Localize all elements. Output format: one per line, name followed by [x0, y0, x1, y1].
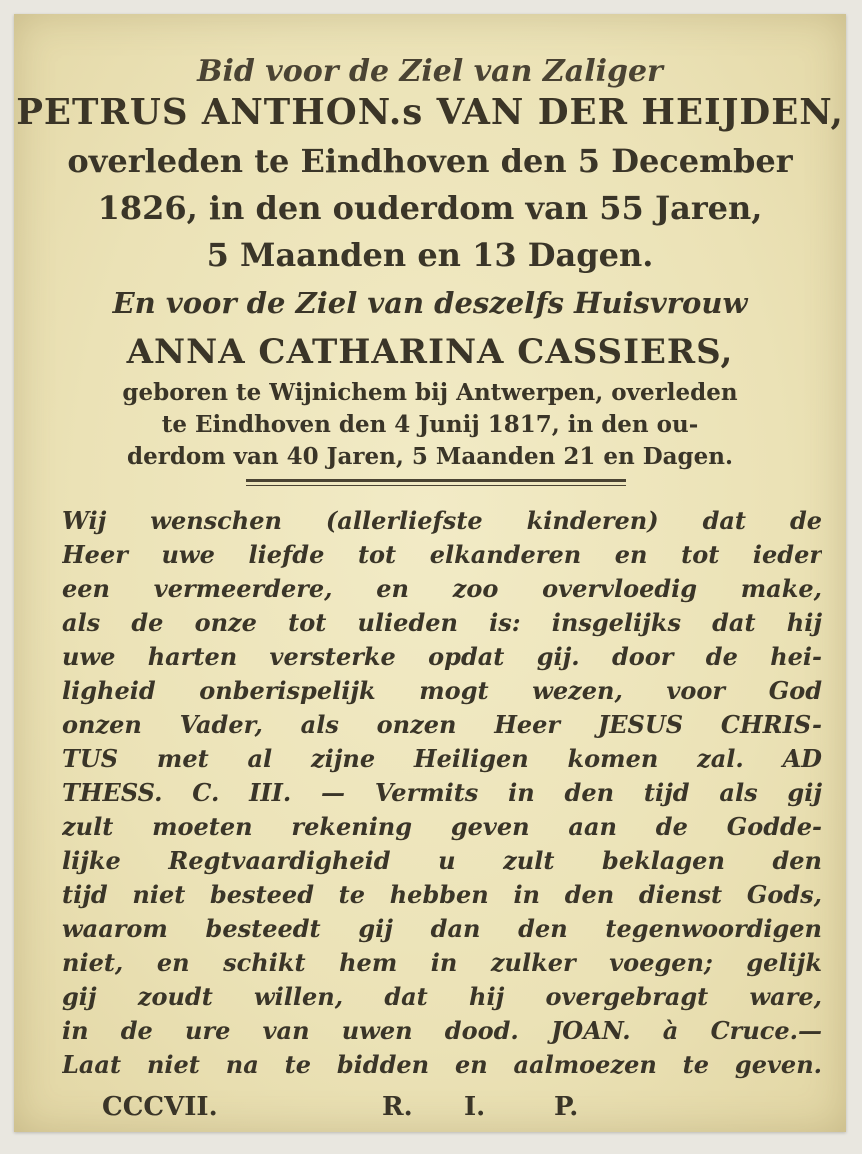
body-line: niet, en schikt hem in zulker voegen; gelijk [62, 948, 822, 977]
body-line: Heer uwe liefde tot elkanderen en tot ieder [62, 540, 822, 569]
deceased-name-1: PETRUS ANTHON.s VAN DER HEIJDEN, [16, 92, 844, 133]
footer-p: P. [554, 1092, 579, 1122]
footer-i: I. [464, 1092, 486, 1122]
body-line: Wij wenschen (allerliefste kinderen) dat de [62, 506, 822, 535]
body-line: tijd niet besteed te hebben in den dienst Gods, [62, 880, 822, 909]
body-line: THESS. C. III. — Vermits in den tijd als gij [62, 778, 822, 807]
body-line: onzen Vader, als onzen Heer JESUS CHRIS- [62, 710, 822, 739]
body-line: zult moeten rekening geven aan de Godde- [62, 812, 822, 841]
prayer-heading: Bid voor de Ziel van Zaliger [197, 54, 663, 89]
card-number: CCCVII. [102, 1092, 218, 1122]
body-line: uwe harten versterke opdat gij. door de hei- [62, 642, 822, 671]
body-line: Laat niet na te bidden en aalmoezen te geven. [62, 1050, 822, 1079]
divider-rule-thin [246, 485, 626, 486]
prayer-heading-2: En voor de Ziel van deszelfs Huisvrouw [112, 286, 748, 320]
body-line: lijke Regtvaardigheid u zult beklagen den [62, 846, 822, 875]
death-info-2: te Eindhoven den 4 Junij 1817, in den ou- [161, 411, 699, 438]
age-info-1: 1826, in den ouderdom van 55 Jaren, [97, 189, 763, 227]
deceased-name-2: ANNA CATHARINA CASSIERS, [126, 332, 734, 372]
body-line: gij zoudt willen, dat hij overgebragt ware, [62, 982, 822, 1011]
birth-info-2: geboren te Wijnichem bij Antwerpen, overleden [122, 379, 738, 406]
body-line: als de onze tot ulieden is: insgelijks dat hij [62, 608, 822, 637]
body-line: in de ure van uwen dood. JOAN. à Cruce.— [62, 1016, 822, 1045]
body-line: ligheid onberispelijk mogt wezen, voor God [62, 676, 822, 705]
death-info-1: overleden te Eindhoven den 5 December [67, 142, 793, 180]
age-info-2: derdom van 40 Jaren, 5 Maanden 21 en Dagen. [127, 443, 733, 470]
body-line: TUS met al zijne Heiligen komen zal. AD [62, 744, 822, 773]
age-info-1-cont: 5 Maanden en 13 Dagen. [206, 236, 654, 274]
body-line: waarom besteedt gij dan den tegenwoordigen [62, 914, 822, 943]
body-line: een vermeerdere, en zoo overvloedig make, [62, 574, 822, 603]
memorial-card [14, 14, 846, 1132]
footer-r: R. [382, 1092, 413, 1122]
divider-rule-thick [246, 479, 626, 482]
